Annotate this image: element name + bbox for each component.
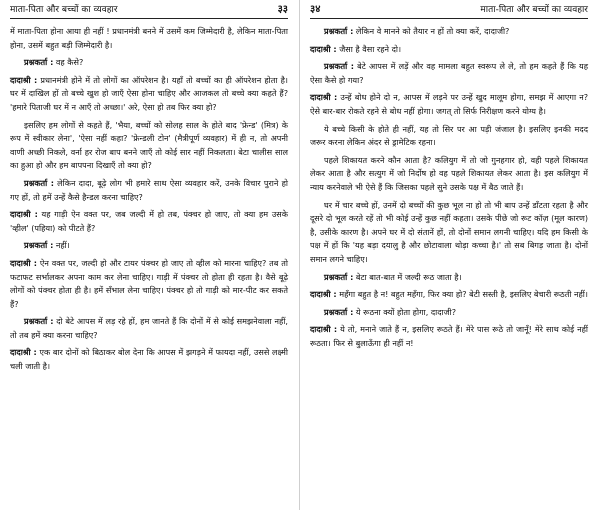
question-paragraph [10,315,288,342]
paragraph-text: महँगा बहुत है न! बहुत महँगा, फिर क्या हो? बेटी सस्ती है, इसलिए बेचारी रूठती नहीं। [336,289,588,300]
paragraph-text: बेटा बात-बात में जल्दी रूठ जाता है। [353,271,462,282]
text-paragraph [10,119,288,173]
answer-paragraph [310,91,588,118]
paragraph-text: जैसा है वैसा रहने दो। [336,43,402,54]
question-paragraph [10,56,288,70]
paragraph-text: इसलिए हम लोगों से कहते हैं, 'भैया, बच्चों को सोलह साल के होते बाद 'फ्रेन्ड' (मित्र) के रूप में स्वीकार लेना', 'ऐसा नहीं कहा? 'फ्रेन्डली टोन' (मैत्रीपूर्ण व्यवहार) में ही न, तो अपनी वाणी अच्छी निकले, वर्ना हर रोज बाप बनने जाएँ तो कोई सार नहीं निकलता। बेटा चालीस साल का हुआ हो और हम बापपना दिखाएँ तो क्या हो? [10,119,288,171]
paragraph-text: ये बच्चे किसी के होते ही नहीं, यह तो सिर पर आ पड़ी जंजाल है। इसलिए इनकी मदद जरूर करना लेकिन अंदर से ड्रामेटिक रहना। [310,123,588,148]
paragraph-text: उन्हें बोध होने दो न, आपस में लड़ने पर उन्हें खुद मालूम होगा, समझ में आएगा न? ऐसे बार-बार रोकते रहने से बोध नहीं होगा। जगत् तो सिर्फ निरीक्षण करने योग्य है। [310,92,589,116]
paragraph-text: पहले शिकायत करने कौन आता है? कलियुग में तो जो गुनहगार हो, वही पहले शिकायत लेकर आता है और सत्युग में जो निर्दोष हो वह पहले शिकायत लेकर आता है। इस कलियुग में न्याय करनेवाले भी ऐसे हैं कि जिसका पहले सुने उसके पक्ष में बैठ जाते हैं। [310,154,588,192]
speaker-label: प्रश्नकर्ता : [24,316,54,327]
paragraph-text: दो बेटे आपस में लड़ रहे हों, हम जानते हैं कि दोनों में से कोई समझनेवाला नहीं, तो तब हमें क्या करना चाहिए? [10,316,288,340]
question-paragraph [310,60,588,87]
text-paragraph [10,25,288,52]
right-header-title: माता-पिता और बच्चों का व्यवहार [480,5,588,15]
paragraph-text: ऐन वक्त पर, जल्दी हो और टायर पंक्चर हो जाए तो व्हील को मारना चाहिए? तब तो फटाफट सर्भालकर अपना काम कर लेना चाहिए। गाड़ी में पंक्चर तो होता ही रहता है। वैसे बूढ़े लोगों को पंक्चर होता ही है। हमें सँभाल लेना चाहिए। पंक्चर हो तो गाड़ी को मार-पीट कर सकते हैं? [10,257,289,309]
paragraph-text: में माता-पिता होना आया ही नहीं ! प्रधानमंत्री बनने में उसमें कम जिम्मेदारी है, लेकिन माता-पिता होना, उसमें बहुत बड़ी जिम्मेदारी है। [10,26,288,50]
paragraph-text: नहीं। [53,240,70,251]
speaker-label: दादाश्री : [10,347,37,358]
speaker-label: दादाश्री : [10,74,38,85]
speaker-label: प्रश्नकर्ता : [324,271,354,282]
answer-paragraph [10,74,288,115]
paragraph-text: बेटे आपस में लड़ें और वह मामला बहुत स्वरूप ले ले, तो हम कहते हैं कि यह ऐसा कैसे हो गया? [310,61,588,85]
speaker-label: प्रश्नकर्ता : [24,177,54,188]
left-page-header [10,4,288,19]
text-paragraph [310,154,588,195]
right-page-body [310,25,588,350]
speaker-label: प्रश्नकर्ता : [324,306,354,317]
text-paragraph [310,199,588,267]
book-gutter [299,0,300,510]
answer-paragraph [10,346,288,373]
right-page-number: ३४ [310,4,321,15]
text-paragraph [310,123,588,150]
speaker-label: दादाश्री : [10,257,37,268]
left-page [0,0,296,510]
speaker-label: दादाश्री : [310,43,337,54]
speaker-label: दादाश्री : [310,324,338,335]
right-page-header [310,4,588,19]
answer-paragraph [10,208,288,235]
paragraph-text: घर में चार बच्चे हों, उनमें दो बच्चों की कुछ भूल ना हो तो भी बाप उन्हें डाँटता रहता है और दूसरे दो भूल करते रहें तो भी कोई उन्हें कुछ नहीं कहता। उसके पीछे जो रूट कॉज़ (मूल कारण) है, उसीके कारण है। अपने घर में दो संतानें हों, तो दोनों समान लगनी चाहिए। यदि हम किसी के पक्ष में हों कि 'यह बड़ा दयालु है और छोटावाला थोड़ा कच्चा है।' तो सब बिगड़ जाता है। दोनों समान लगने चाहिए। [310,199,588,264]
answer-paragraph [310,288,588,302]
question-paragraph [10,239,288,253]
answer-paragraph [310,43,588,57]
question-paragraph [310,271,588,285]
question-paragraph [310,306,588,320]
right-page [302,0,598,510]
left-page-body [10,25,288,374]
paragraph-text: प्रधानमंत्री होने में तो लोगों का ऑपरेशन है। यहाँ तो बच्चों का ही ऑपरेशन होता है। घर में दाखिल हों तो बच्चे खुश हो जाएँ ऐसा होना चाहिए और आजकल तो बच्चे क्या कहते हैं? 'हमारे पिताजी घर में न आएँ तो अच्छा।' अरे, ऐसा हो तब फिर क्या हो? [10,74,289,112]
paragraph-text: लेकिन दादा, बूढ़े लोग भी हमारे साथ ऐसा व्यवहार करें, उनके विचार पुराने हो गए हों, तो हमें उन्हें कैसे हैन्डल करना चाहिए? [10,177,288,202]
speaker-label: दादाश्री : [10,209,38,220]
left-header-title: माता-पिता और बच्चों का व्यवहार [10,5,118,15]
paragraph-text: एक बार दोनों को बिठाकर बोल देना कि आपस में झगड़ने में फायदा नहीं, उससे लक्ष्मी चली जाती है। [10,347,288,372]
answer-paragraph [10,257,288,311]
paragraph-text: ये तो, मनाने जाते हैं न, इसलिए रूठते हैं। मेरे पास रूठे तो जानूँ! मेरे साथ कोई नहीं रूठता। फिर से बुलाऊँगा ही नहीं न! [310,324,588,348]
question-paragraph [310,25,588,39]
speaker-label: प्रश्नकर्ता : [324,26,354,36]
speaker-label: प्रश्नकर्ता : [24,240,54,251]
paragraph-text: लेकिन वे मानने को तैयार न हों तो क्या करें, दादाजी? [353,26,510,36]
speaker-label: दादाश्री : [310,289,337,300]
speaker-label: प्रश्नकर्ता : [24,57,54,68]
question-paragraph [10,177,288,204]
paragraph-text: यह गाड़ी ऐन वक्त पर, जब जल्दी में हो तब, पंक्चर हो जाए, तो क्या हम उसके 'व्हील' (पहिया) को पीटते हैं? [10,209,288,233]
answer-paragraph [310,323,588,350]
speaker-label: प्रश्नकर्ता : [324,61,354,72]
speaker-label: दादाश्री : [310,92,338,103]
paragraph-text: ये रूठना क्यों होता होगा, दादाजी? [353,306,457,317]
paragraph-text: वह कैसे? [53,57,84,68]
left-page-number: ३३ [277,4,288,15]
